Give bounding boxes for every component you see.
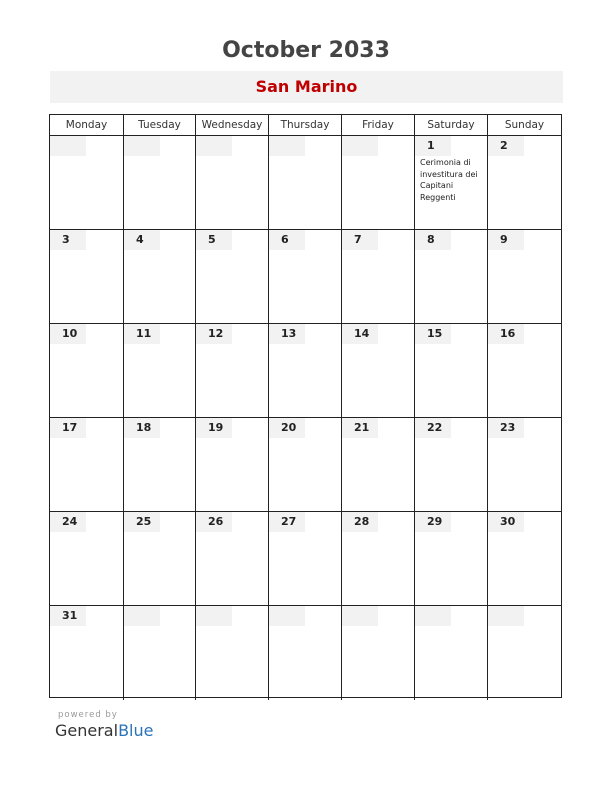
- day-number: 30: [500, 515, 516, 528]
- day-number-tab: [50, 136, 86, 156]
- day-cell: [268, 606, 341, 700]
- weekday-friday: Friday: [341, 115, 414, 135]
- day-number: 13: [281, 327, 297, 340]
- week-row: [50, 324, 561, 418]
- day-number-tab: [269, 136, 305, 156]
- day-number-tab: [269, 606, 305, 626]
- day-number: 14: [354, 327, 370, 340]
- day-cell: [414, 324, 487, 417]
- day-number: 8: [427, 233, 435, 246]
- week-row: [50, 418, 561, 512]
- day-cell: [195, 324, 268, 417]
- week-row: [50, 606, 561, 700]
- day-cell: [50, 136, 123, 229]
- day-cell: [414, 230, 487, 323]
- day-number: 11: [136, 327, 152, 340]
- day-cell: [268, 136, 341, 229]
- day-cell: [341, 512, 414, 605]
- day-cell: [123, 136, 195, 229]
- day-cell: [341, 136, 414, 229]
- calendar-grid: [49, 114, 562, 698]
- day-cell: [341, 606, 414, 700]
- day-cell: [268, 512, 341, 605]
- powered-by-text: powered by: [58, 710, 118, 720]
- day-number: 26: [208, 515, 224, 528]
- week-row: [50, 230, 561, 324]
- day-number: 17: [62, 421, 78, 434]
- day-number: 31: [62, 609, 78, 622]
- day-cell: [123, 324, 195, 417]
- country-bar: [50, 71, 563, 103]
- day-cell: [268, 324, 341, 417]
- day-cell: [195, 136, 268, 229]
- day-cell: [487, 418, 561, 511]
- day-number: 3: [62, 233, 70, 246]
- holiday-event: Cerimonia di investitura dei Capitani Reggenti: [420, 158, 478, 202]
- weekday-thursday: Thursday: [268, 115, 341, 135]
- day-cell: [414, 136, 487, 229]
- day-number: 5: [208, 233, 216, 246]
- weekday-wednesday: Wednesday: [195, 115, 268, 135]
- day-number: 22: [427, 421, 443, 434]
- day-number-tab: [342, 606, 378, 626]
- day-number-tab: [124, 606, 160, 626]
- day-cell: [414, 512, 487, 605]
- day-number: 16: [500, 327, 516, 340]
- day-cell: [123, 418, 195, 511]
- day-number: 24: [62, 515, 78, 528]
- day-number: 21: [354, 421, 370, 434]
- day-number: 29: [427, 515, 443, 528]
- week-row: [50, 136, 561, 230]
- day-cell: [50, 606, 123, 700]
- day-number: 2: [500, 139, 508, 152]
- day-cell: [195, 512, 268, 605]
- day-cell: [50, 230, 123, 323]
- day-number-tab: [342, 136, 378, 156]
- day-cell: [195, 418, 268, 511]
- day-cell: [487, 606, 561, 700]
- weekday-sunday: Sunday: [487, 115, 561, 135]
- day-cell: [487, 512, 561, 605]
- week-row: [50, 512, 561, 606]
- day-cell: [50, 324, 123, 417]
- day-cell: [50, 512, 123, 605]
- day-cell: [414, 418, 487, 511]
- day-cell: [414, 606, 487, 700]
- day-number-tab: [415, 606, 451, 626]
- weekday-header-row: [50, 115, 561, 136]
- day-number: 4: [136, 233, 144, 246]
- day-cell: [341, 324, 414, 417]
- day-cell: [268, 230, 341, 323]
- day-number: 28: [354, 515, 370, 528]
- day-cell: [123, 606, 195, 700]
- country-name: San Marino: [255, 77, 358, 96]
- day-cell: [123, 512, 195, 605]
- day-number: 12: [208, 327, 224, 340]
- day-number-tab: [488, 606, 524, 626]
- day-number-tab: [196, 136, 232, 156]
- page-title: October 2033: [222, 38, 390, 63]
- day-number: 7: [354, 233, 362, 246]
- day-number: 19: [208, 421, 224, 434]
- day-cell: [195, 230, 268, 323]
- day-number-tab: [196, 606, 232, 626]
- day-cell: [341, 230, 414, 323]
- brand-blue: Blue: [118, 721, 154, 740]
- day-number: 9: [500, 233, 508, 246]
- day-number: 23: [500, 421, 516, 434]
- day-number: 1: [427, 139, 435, 152]
- weekday-saturday: Saturday: [414, 115, 487, 135]
- day-number: 20: [281, 421, 297, 434]
- day-number-tab: [124, 136, 160, 156]
- day-cell: [341, 418, 414, 511]
- day-number: 18: [136, 421, 152, 434]
- day-number: 25: [136, 515, 152, 528]
- day-number: 10: [62, 327, 78, 340]
- day-number: 6: [281, 233, 289, 246]
- day-cell: [123, 230, 195, 323]
- weekday-monday: Monday: [65, 119, 108, 131]
- day-cell: [487, 324, 561, 417]
- brand-logo[interactable]: [55, 721, 153, 740]
- day-cell: [195, 606, 268, 700]
- weekday-tuesday: Tuesday: [123, 115, 195, 135]
- day-cell: [268, 418, 341, 511]
- day-number: 27: [281, 515, 297, 528]
- day-cell: [487, 136, 561, 229]
- day-number: 15: [427, 327, 443, 340]
- day-cell: [50, 418, 123, 511]
- brand-general: General: [55, 721, 119, 740]
- day-cell: [487, 230, 561, 323]
